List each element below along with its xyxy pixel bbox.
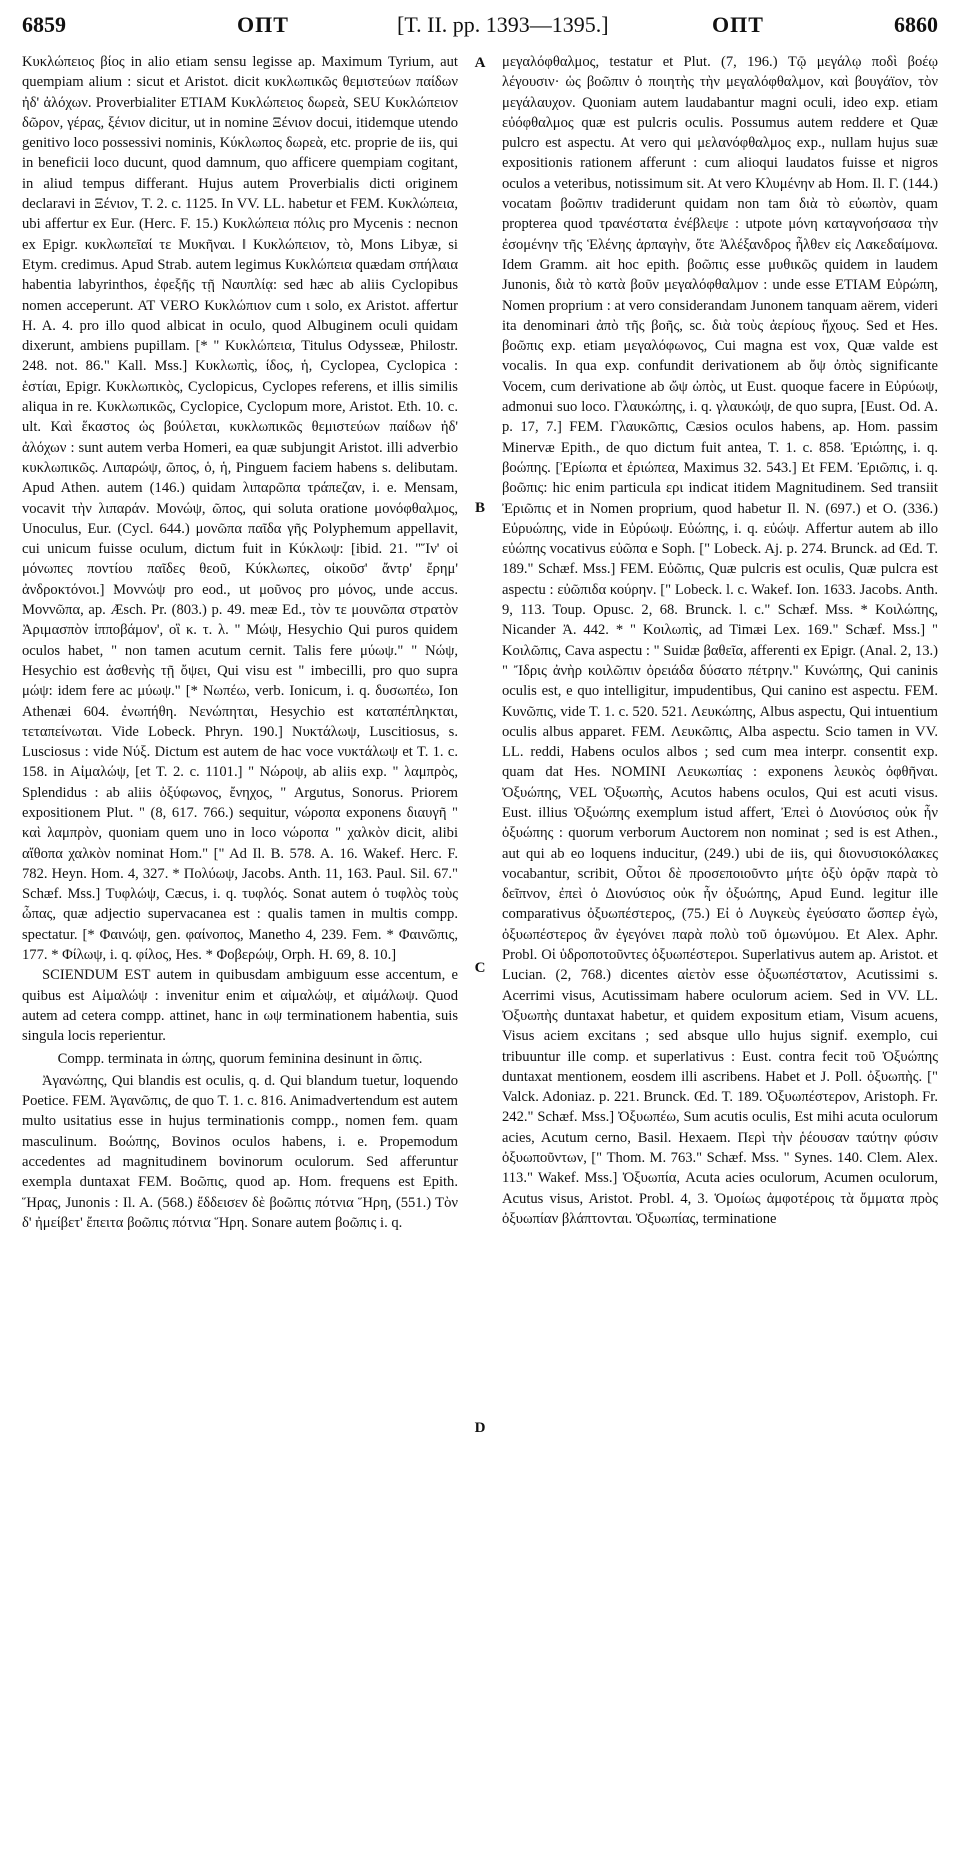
left-paragraph-2: SCIENDUM EST autem in quibusdam ambiguum esse accentum, e quibus est Αἰμαλώψ : invenitur enim et αἰμαλώψ, et αἱμάλωψ. Quod autem ad cetera compp. attinet, hanc in ωψ terminationem habentia, suis singula locis reperientur. bbox=[22, 967, 458, 1045]
left-column bbox=[22, 52, 458, 1857]
left-paragraph-3: Ἀγανώπης, Qui blandis est oculis, q. d. Qui blandum tuetur, loquendo Poetice. FEM. Ἀγανῶπις, de quo T. 1. c. 816. Animadvertendum est autem multo usitatius esse in hujus terminationis compp., nomen fem. quam masculinum. Βοώπης, Bovinos oculos habens, i. e. Propemodum accedentes ad magnitudinem bovinorum oculorum. Sed afferuntur exempla duntaxat FEM. Βοῶπις, quod ap. Hom. frequens est Epith. Ἥρας, Junonis : Il. A. (568.) ἔδδεισεν δὲ βοῶπις πότνια Ἥρη, (551.) Τὸν δ' ἠμείβετ' ἔπειτα βοῶπις πότνια Ἥρη. Sonare autem βοῶπις i. q. bbox=[22, 1072, 458, 1231]
page-number-right: 6860 bbox=[894, 12, 938, 37]
right-column bbox=[502, 52, 938, 1857]
header-reference: [T. II. pp. 1393—1395.] bbox=[397, 12, 609, 37]
left-paragraph-1: Κυκλώπειος βίος in alio etiam sensu legisse ap. Maximum Tyrium, aut quempiam alium : sicut et Aristot. dicit κυκλωπικῶς θεμιστεύων παίδων ἠδ' ἀλόχων. Proverbialiter ETIAM Κυκλώπειος δωρεὰ, SEU Κυκλώπειον δῶρον, γέρας, ξένιον dicitur, ut in nomine Ξένιον docui, itidemque utendo genitivo loco possessivi nominis, Κύκλωπος δωρεὰ, etc. proprie de iis, qui in beneficii loco ducunt, quod damnum, quo afficere quempiam cogitant, in aliud tempus differant. Hujus autem Proverbialis dicti originem declaravi in Ξένιον, T. 2. c. 1125. In VV. LL. habetur et FEM. Κυκλώπεια, ubi affertur ex Eur. (Herc. F. 15.) Κυκλώπεια πόλις pro Mycenis : necnon ex Epigr. κυκλωπεῖαί τε Μυκῆναι. ‖ Κυκλώπειον, τὸ, Mons Libyæ, si Etym. credimus. Apud Strab. autem legimus Κυκλώπεια quædam σπήλαια habentia labyrinthos, ἐφεξῆς τῇ Ναυπλίᾳ: sed hæc ab aliis Cyclopibus nomen acceperunt. AT VERO Κυκλώπιον cum ι solo, ex Aristot. affertur H. A. 4. pro illo quod albicat in oculo, quod Albuginem oculi quidam dixerunt, ambiens pupillam. [* " Κυκλώπεια, Titulus Odysseæ, Philostr. 248. not. 86." Kall. Mss.] Κυκλωπὶς, ίδος, ἡ, Cyclopea, Cyclopica : ἑστίαι, Epigr. Κυκλωπικὸς, Cyclopicus, Cyclopes referens, et illis similis aliqua in re. Κυκλωπικῶς, Cyclopice, Cyclopum more, Aristot. Eth. 10. c. ult. Καὶ ἕκαστος ὡς βούλεται, κυκλωπικῶς θεμιστεύων παίδων ἠδ' ἀλόχων : sunt autem verba Homeri, ea quæ subjungit Aristot. illi adverbio κυκλωπικῶς. Λιπαρώψ, ῶπος, ὁ, ἡ, Pinguem faciem habens s. delibutam. Apud Athen. autem (146.) quidam λιπαρῶπα τράπεζαν, i. e. Mensam, vocavit τὴν λιπαράν. Μονώψ, ῶπος, qui soluta oratione μονόφθαλμος, Unoculus, Eur. (Cycl. 644.) μονῶπα παῖδα γῆς Polyphemum appellavit, cui unicum fuisse oculum, dictum fuit in Κύκλωψ: [ibid. 21. "Ἵν' οἱ μόνωπες ποντίου παῖδες θεοῦ, Κύκλωπες, οἰκοῦσ' ἄντρ' ἔρημ' ἀνδροκτόνοι.] Μοννώψ pro eod., ut μοῦνος pro μόνος, unde accus. Μοννῶπα, ap. Æsch. Pr. (803.) p. 49. meæ Ed., τὸν τε μουνῶπα στρατὸν Ἀριμασπὸν ἱπποβάμον', οἳ κ. τ. λ. " Μώψ, Hesychio Qui puros quidem oculos habet, " non tamen acutum cernit. Talis fere μύωψ." " Νώψ, Hesychio est ἀσθενὴς τῇ ὄψει, Qui visu est " imbecilli, pro quo supra μώψ: idem fere ac μύωψ." [* Νωπέω, verb. Ionicum, i. q. δυσωπέω, Ion Athenæi 604. ἐνωπήθη. Νενώπηται, Hesychio est καταπέπληκται, τεταπείνωται. Vide Lobeck. Phryn. 190.] Νυκτάλωψ, Luscitiosus, s. Lusciosus : vide Νύξ. Dictum est autem de hac voce νυκτάλωψ et T. 1. c. 158. in Αἰμαλώψ, [et T. 2. c. 1101.] " Νώροψ, ab aliis exp. " λαμπρὸς, Splendidus : ab aliis ὀξύφωνος, ἔνηχος, " Argutus, Sonorus. Priorem expositionem Plut. " (8, 617. 766.) sequitur, νώροπα exponens διαυγῆ " καὶ λαμπρὸν, quoniam quem uno in loco νώροπα " χαλκὸν dicit, alibi αἴθοπα χαλκὸν nominat Hom." [" Ad Il. B. 578. A. 16. Wakef. Herc. F. 782. Heyn. Hom. 4, 327. * Πολύωψ, Jacobs. Anth. 11, 163. Paul. Sil. 67." Schæf. Mss.] Τυφλώψ, Cæcus, i. q. τυφλός. Sonat autem ὁ τυφλὸς τοὺς ὦπας, quæ adjectio supervacanea est : qualis tamen in multis compp. spectatur. [* Φαινώψ, gen. φαίνοπος, Manetho 4, 239. Fem. * Φαινῶπις, 177. * Φίλωψ, i. q. φίλος, Hes. * Φοβερώψ, Orph. H. 69, 8. 10.] bbox=[22, 54, 458, 964]
page-header bbox=[22, 12, 938, 48]
margin-marker-c: C bbox=[474, 960, 486, 976]
header-word-right: ΟΠΤ bbox=[712, 12, 764, 37]
margin-marker-a: A bbox=[474, 55, 486, 71]
right-paragraph-1: μεγαλόφθαλμος, testatur et Plut. (7, 196.) Τῷ μεγάλῳ ποδὶ βοέῳ λέγουσιν· ὡς βοῶπιν ὁ ποιητὴς τὴν μεγαλόφθαλμον, καὶ βουγάϊον, τὸν μεγάλαυχον. Quoniam autem laudabantur magni oculi, ideo exp. etiam εὐόφθαλμος quæ est pulcris oculis. Possumus autem reddere et Quæ pulcro est aspectu. At vero qui μελανόφθαλμος exp., nullam hujus suæ expositionis rationem afferunt : cum alioqui laudatos fuisse et nigros oculos a veteribus, notissimum sit. At vero Κλυμένην ab Hom. Il. Γ. (144.) vocatam βοῶπιν tradiderunt quidam non tam διὰ τὸ εὐωπὸν, quam propterea quod τρανέστατα ἐνέβλεψε : utpote μόνη καταγνοήσασα τὴν ἐσομένην τῆς Ἑλένης ἁρπαγὴν, ὅτε Ἀλέξανδρος ἦλθεν εἰς Λακεδαίμονα. Idem Gramm. ait hoc epith. βοῶπις esse μυθικῶς quidem in laudem Junonis, διὰ τὸ κατὰ βοῦν μεγαλόφθαλμον : unde esse ETIAM Εὐρώπη, Nomen proprium : at vero considerandam Junonem tanquam aërem, videri ita denominari ἀπὸ τῆς βοῆς, sc. διὰ τοὺς ἀερίους ἤχους. Sed et Hes. βοῶπις exp. etiam μεγαλόφωνος, Cui magna est vox, Quæ valde est vocalis. In qua exp. confundit derivationem ab ὄψ ὀπὸς significante Vocem, cum derivatione ab ὤψ ὠπὸς, ut Eust. quoque facere in Εὐρύωψ, admonui suo loco. Γλαυκώπης, i. q. γλαυκώψ, de quo supra, [Eust. Od. A. p. 17, 7.] FEM. Γλαυκῶπις, Cæsios oculos habens, ap. Hom. passim Minervæ Epith., de quo dictum fuit antea, T. 1. c. 858. Ἐριώπης, i. q. βοώπης. [Ἐρίωπα et ἐριώπεα, Maximus 32. 543.] Et FEM. Ἐριῶπις, i. q. βοῶπις: hic enim particula ερι indicat itidem Magnitudinem. Sed transiit Ἐριῶπις et in Nomen proprium, quod habetur Il. N. (697.) et O. (336.) Εὐρυώπης, vide in Εὐρύωψ. Εὐώπης, i. q. εὐώψ. Affertur autem ab illo εὐώπης vocativus εὐῶπα e Soph. [" Lobeck. Aj. p. 274. Brunck. ad Œd. T. 189." Schæf. Mss.] FEM. Εὐῶπις, Quæ pulcris est oculis, Quæ pulcra est aspectu : εὐῶπιδα κούρην. [" Lobeck. l. c. Wakef. Ion. 1633. Jacobs. Anth. 9, 113. Toup. Opusc. 2, 68. Brunck. l. c." Schæf. Mss. * Κοιλώπης, Nicander Ἀ. 442. * " Κοιλωπὶς, ad Timæi Lex. 169." Schæf. Mss.] " Κοιλῶπις, Cava aspectu : " Suidæ βαθεῖα, afferenti ex Epigr. (Anal. 2, 13.) " Ἴδρις ἀνὴρ κοιλῶπιν ὀρειάδα δύσατο πέτρην." Κυνώπης, Qui caninis oculis est, e quo intelligitur, impudentibus, Qui canino est aspectu. FEM. Κυνῶπις, vide T. 1. c. 520. 521. Λευκώπης, Albus aspectu, Qui intuentium oculis albus apparet. FEM. Λευκῶπις, Alba aspectu. Scio tamen in VV. LL. reddi, Habens oculos albos ; sed cum mea interpr. consentit exp. quam dat Hes. NOMINI Λευκωπίας : exponens λευκὸς ὀφθῆναι. Ὀξυώπης, VEL Ὀξυωπὴς, Acutos habens oculos, Qui est acuti visus. Eust. illius Ὀξυώπης exemplum istud affert, Ἐπεὶ ὁ Διονύσιος οὐκ ἦν ὀξυώπης : quorum verborum Auctorem non nominat ; sed is est Athen., aut qui ab eo loquens inducitur, (249.) ubi de iis, qui διονυσιοκόλακες vocabantur, scribit, Οὗτοι δὲ προσεποιοῦντο μήτε ὀξὺ ὁρᾷν παρὰ τὸ δεῖπνον, ἐπεὶ ὁ Διονύσιος οὐκ ἦν ὀξυώπης, Apud Eund. legitur ille comparativus ὀξυωπέστερος, (75.) Εἰ ὁ Λυγκεὺς ἐγεύσατο ὥσπερ ἐγὼ, ὀξυωπέστερος ἂν ἐγεγόνει παρὰ πολὺ τοῦ ὁμωνύμου. Et Alex. Aphr. Probl. Οἱ ὑδροποτοῦντες ὀξυωπέστεροι. Superlativus autem ap. Aristot. et Lucian. (2, 768.) dicentes αἰετὸν esse ὀξυωπέστατον, Acutissimi s. Acerrimi visus, Acutissimam habere oculorum aciem. Sed in VV. LL. Ὀξυωπὴς duntaxat habetur, et quidem expositum etiam, Visum acuens, Visus aciem excitans ; sed absque ullo hujus signif. exemplo, cui tribuuntur ille comp. et superlativus : Eust. contra fecit τοῦ Ὀξυώπης duntaxat mentionem, eosdem illi ascribens. Habet et J. Poll. ὀξυωπὴς. [" Valck. Adoniaz. p. 221. Brunck. Œd. T. 189. Ὀξυωπέστερον, Aristoph. Fr. 242." Schæf. Mss.] Ὀξυωπέω, Sum acutis oculis, Est mihi acuta oculorum acies, Acutum cerno, Basil. Hexaem. Περὶ τὴν ῥέουσαν ταύτην φύσιν ὀξυωποῦντων, [" Thom. M. 763." Schæf. Mss. " Synes. 140. Clem. Alex. 113." Wakef. Mss.] Ὀξυωπία, Acuta acies oculorum, Acumen oculorum, Acutus visus, Aristot. Probl. 4, 3. Ὁμοίως ἀμφοτέροις τὰ ὄμματα πρὸς ὀξυωπίαν βλάπτονται. Ὀξυωπίας, terminatione bbox=[502, 54, 938, 1227]
margin-marker-d: D bbox=[474, 1420, 486, 1436]
header-word-left: ΟΠΤ bbox=[237, 12, 289, 37]
section-heading: Compp. terminata in ώπης, quorum feminina desinunt in ῶπις. bbox=[57, 1050, 423, 1067]
margin-marker-b: B bbox=[474, 500, 485, 516]
page-number-left: 6859 bbox=[22, 12, 66, 37]
